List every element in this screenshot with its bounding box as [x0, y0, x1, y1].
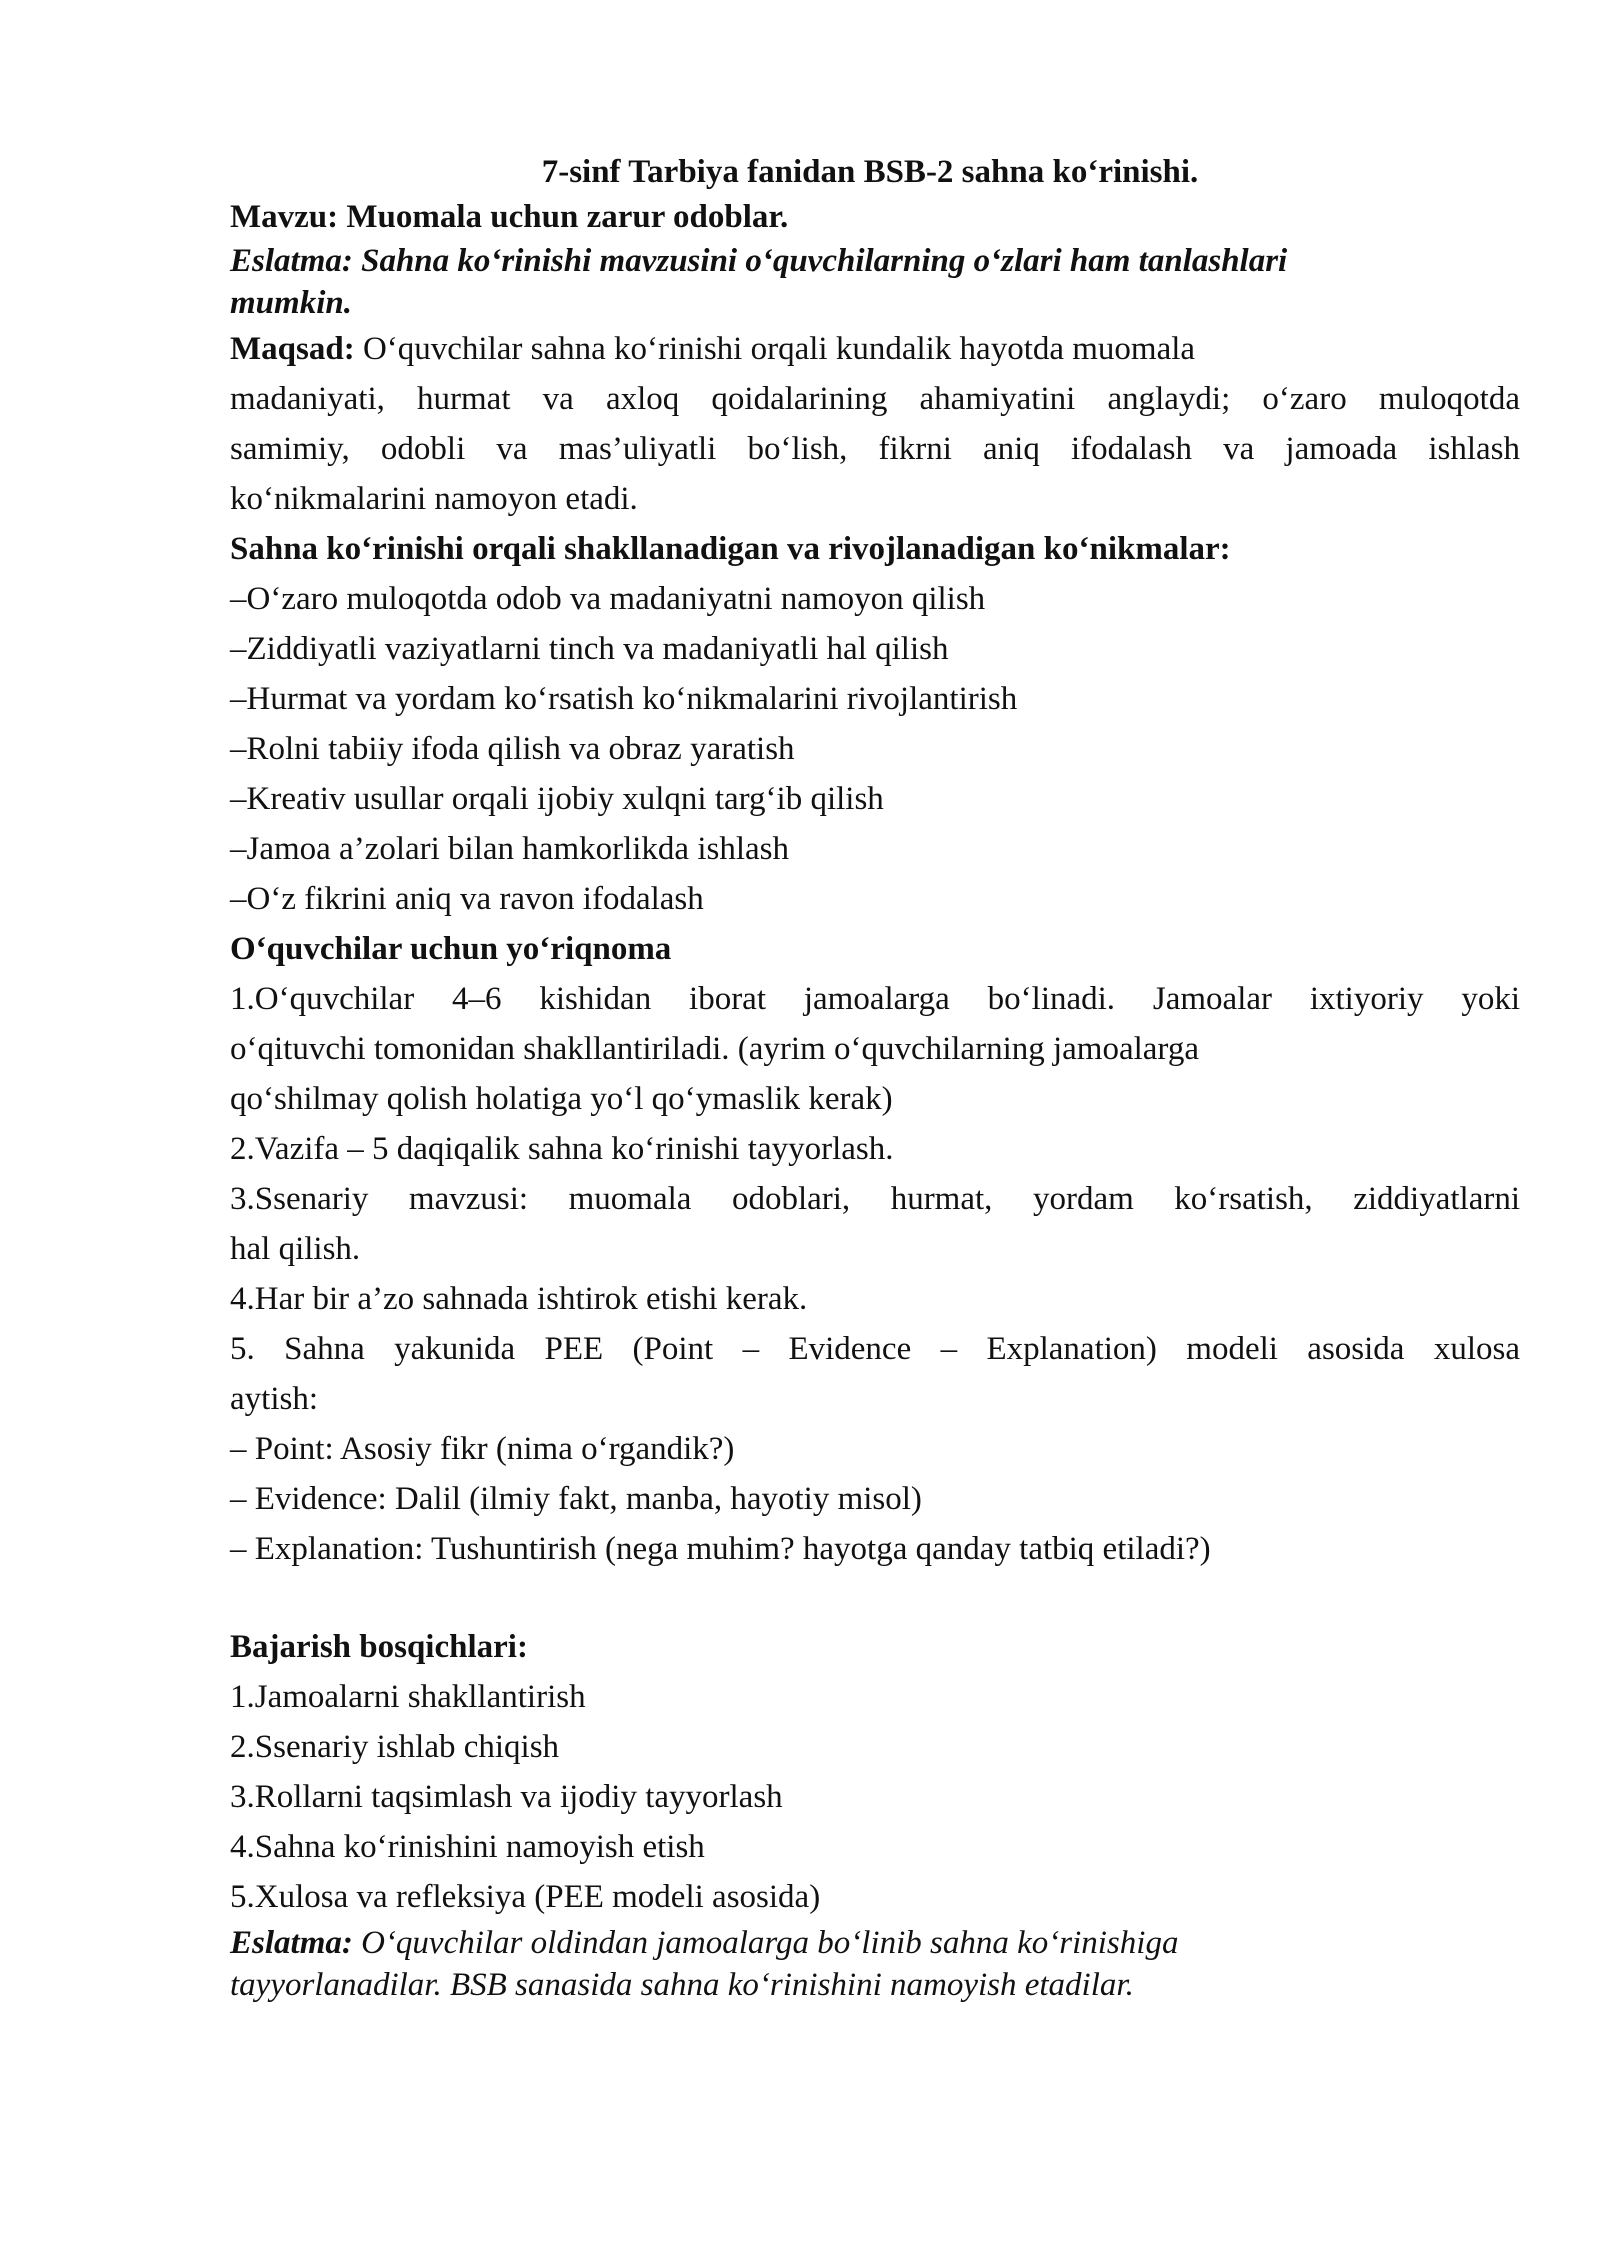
note-bottom-line-1: [230, 1922, 1530, 1964]
topic-line: [230, 194, 1530, 240]
guide-line: – Point: Asosiy fikr (nima o‘rgandik?): [230, 1431, 735, 1467]
goal-line-1: [230, 324, 1530, 374]
topic-label: Mavzu:: [230, 199, 339, 235]
guide-line: hal qilish.: [230, 1231, 361, 1267]
note-bottom-label: Eslatma:: [230, 1925, 353, 1961]
guide-line: o‘qituvchi tomonidan shakllantiriladi. (ayrim o‘quvchilarning jamoalarga: [230, 1031, 1199, 1067]
note-bottom-line-2: tayyorlanadilar. BSB sanasida sahna ko‘rinishini namoyish etadilar.: [230, 1967, 1134, 2003]
guide-heading: O‘quvchilar uchun yo‘riqnoma: [230, 931, 672, 967]
goal-line-4: ko‘nikmalarini namoyon etadi.: [230, 481, 638, 517]
skills-item: –Ziddiyatli vaziyatlarni tinch va madaniyatli hal qilish: [230, 631, 949, 667]
skills-item: –O‘z fikrini aniq va ravon ifodalash: [230, 881, 704, 917]
note-top-line-2: mumkin.: [230, 285, 352, 321]
guide-line: 2.Vazifa – 5 daqiqalik sahna ko‘rinishi tayyorlash.: [230, 1131, 894, 1167]
skills-item: –Hurmat va yordam ko‘rsatish ko‘nikmalarini rivojlantirish: [230, 681, 1018, 717]
document-page: [230, 150, 1530, 2006]
guide-line: 3.Ssenariy mavzusi: muomala odoblari, hurmat, yordam ko‘rsatish, ziddiyatlarni: [230, 1181, 1520, 1217]
steps-item: 2.Ssenariy ishlab chiqish: [230, 1729, 560, 1765]
steps-item: 3.Rollarni taqsimlash va ijodiy tayyorlash: [230, 1779, 783, 1815]
goal-label: Maqsad:: [230, 331, 355, 367]
goal-line-3: samimiy, odobli va mas’uliyatli bo‘lish, fikrni aniq ifodalash va jamoada ishlash: [230, 431, 1520, 467]
steps-item: 5.Xulosa va refleksiya (PEE modeli asosida): [230, 1879, 821, 1915]
goal-text-1: O‘quvchilar sahna ko‘rinishi orqali kundalik hayotda muomala: [362, 331, 1196, 367]
note-top-line-1: Eslatma: Sahna ko‘rinishi mavzusini o‘quvchilarning o‘zlari ham tanlashlari: [230, 243, 1288, 279]
document-title: 7-sinf Tarbiya fanidan BSB-2 sahna ko‘rinishi.: [541, 154, 1199, 190]
blank-spacer: [230, 1574, 1530, 1622]
guide-line: – Evidence: Dalil (ilmiy fakt, manba, hayotiy misol): [230, 1481, 922, 1517]
steps-heading: Bajarish bosqichlari:: [230, 1629, 528, 1665]
steps-item: 1.Jamoalarni shakllantirish: [230, 1679, 586, 1715]
guide-line: – Explanation: Tushuntirish (nega muhim? hayotga qanday tatbiq etiladi?): [230, 1531, 1211, 1567]
skills-item: –Kreativ usullar orqali ijobiy xulqni targ‘ib qilish: [230, 781, 884, 817]
skills-heading: Sahna ko‘rinishi orqali shakllanadigan va rivojlanadigan ko‘nikmalar:: [230, 531, 1231, 567]
goal-line-2: madaniyati, hurmat va axloq qoidalarining ahamiyatini anglaydi; o‘zaro muloqotda: [230, 381, 1520, 417]
guide-line: qo‘shilmay qolish holatiga yo‘l qo‘ymaslik kerak): [230, 1081, 893, 1117]
skills-item: –O‘zaro muloqotda odob va madaniyatni namoyon qilish: [230, 581, 986, 617]
guide-line: aytish:: [230, 1381, 318, 1417]
guide-line: 5. Sahna yakunida PEE (Point – Evidence – Explanation) modeli asosida xulosa: [230, 1331, 1520, 1367]
note-bottom-text-1: O‘quvchilar oldindan jamoalarga bo‘linib sahna ko‘rinishiga: [361, 1925, 1179, 1961]
guide-line: 4.Har bir a’zo sahnada ishtirok etishi kerak.: [230, 1281, 808, 1317]
topic-text: Muomala uchun zarur odoblar.: [346, 199, 789, 235]
steps-item: 4.Sahna ko‘rinishini namoyish etish: [230, 1829, 705, 1865]
guide-line: 1.O‘quvchilar 4–6 kishidan iborat jamoalarga bo‘linadi. Jamoalar ixtiyoriy yoki: [230, 981, 1520, 1017]
skills-item: –Rolni tabiiy ifoda qilish va obraz yaratish: [230, 731, 795, 767]
skills-item: –Jamoa a’zolari bilan hamkorlikda ishlash: [230, 831, 790, 867]
